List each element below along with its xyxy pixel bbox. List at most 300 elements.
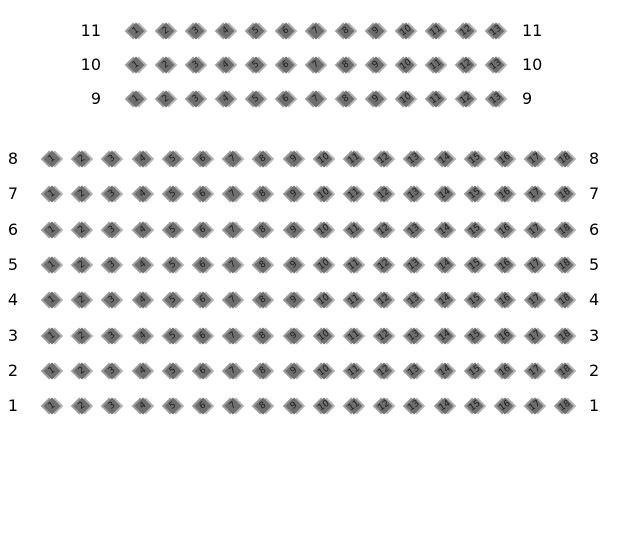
- seat-number: 10: [316, 186, 332, 202]
- seat-button[interactable]: [343, 183, 365, 205]
- seat-number: 3: [107, 294, 118, 306]
- seat-button[interactable]: [313, 395, 335, 417]
- seat-number: 17: [527, 363, 543, 379]
- seat-button[interactable]: [192, 395, 214, 417]
- seat-button[interactable]: [101, 360, 123, 382]
- seat-button[interactable]: [283, 183, 305, 205]
- seat-number: 11: [346, 186, 362, 202]
- seat-button[interactable]: [252, 395, 274, 417]
- seat-button[interactable]: [283, 148, 305, 170]
- seat-button[interactable]: [71, 254, 93, 276]
- seat-number: 9: [288, 329, 299, 342]
- seat-number: 2: [160, 59, 172, 71]
- seat-number: 6: [197, 329, 209, 342]
- seat-button[interactable]: [222, 183, 244, 205]
- seat-button[interactable]: [434, 289, 456, 311]
- seat-button[interactable]: [41, 183, 63, 205]
- seat-button[interactable]: [313, 289, 335, 311]
- seat-button[interactable]: [455, 20, 477, 42]
- seat-number: 13: [488, 23, 504, 39]
- seat-button[interactable]: [185, 54, 207, 76]
- seat-button[interactable]: [252, 360, 274, 382]
- seat-button[interactable]: [245, 54, 267, 76]
- seat-button[interactable]: [494, 219, 516, 241]
- seat-button[interactable]: [434, 148, 456, 170]
- seat-button[interactable]: [464, 254, 486, 276]
- seat-number: 5: [250, 59, 262, 71]
- seat-button[interactable]: [41, 325, 63, 347]
- seat-number: 7: [227, 329, 239, 342]
- seat-button[interactable]: [192, 360, 214, 382]
- seat-button[interactable]: [554, 289, 576, 311]
- seat-number: 13: [488, 91, 504, 107]
- seat-button[interactable]: [395, 54, 417, 76]
- seat-number: 2: [76, 223, 88, 236]
- seat-button[interactable]: [71, 395, 93, 417]
- seat-number: 5: [167, 294, 179, 306]
- seat-button[interactable]: [403, 254, 425, 276]
- seat-button[interactable]: [343, 395, 365, 417]
- seat-number: 17: [527, 328, 543, 343]
- seat-number: 3: [190, 59, 202, 71]
- seat-button[interactable]: [41, 254, 63, 276]
- seat-button[interactable]: [403, 325, 425, 347]
- seat-number: 17: [527, 292, 543, 308]
- seat-button[interactable]: [162, 183, 184, 205]
- seat-button[interactable]: [494, 395, 516, 417]
- seat-button[interactable]: [252, 289, 274, 311]
- seat-button[interactable]: [434, 183, 456, 205]
- seat-button[interactable]: [335, 88, 357, 110]
- seat-button[interactable]: [524, 325, 546, 347]
- seat-button[interactable]: [185, 88, 207, 110]
- seat-button[interactable]: [494, 289, 516, 311]
- seat-number: 18: [557, 292, 573, 308]
- seat-button[interactable]: [485, 54, 507, 76]
- seat-button[interactable]: [215, 88, 237, 110]
- seat-button[interactable]: [305, 20, 327, 42]
- seat-number: 13: [406, 151, 422, 167]
- seat-button[interactable]: [494, 254, 516, 276]
- seat-button[interactable]: [192, 254, 214, 276]
- seat-button[interactable]: [403, 289, 425, 311]
- seat-button[interactable]: [343, 360, 365, 382]
- seat-button[interactable]: [524, 395, 546, 417]
- seat-number: 8: [258, 365, 269, 377]
- seat-button[interactable]: [554, 325, 576, 347]
- seat-number: 15: [467, 328, 483, 343]
- seat-button[interactable]: [425, 54, 447, 76]
- seat-button[interactable]: [554, 183, 576, 205]
- seat-number: 12: [376, 222, 392, 237]
- seat-button[interactable]: [222, 254, 244, 276]
- seat-button[interactable]: [305, 88, 327, 110]
- seat-button[interactable]: [373, 395, 395, 417]
- seat-number: 14: [437, 151, 453, 167]
- seat-button[interactable]: [283, 254, 305, 276]
- seat-number: 17: [527, 151, 543, 167]
- seat-button[interactable]: [132, 183, 154, 205]
- row-label-right: 9: [522, 89, 533, 108]
- seat-button[interactable]: [252, 325, 274, 347]
- seat-button[interactable]: [305, 54, 327, 76]
- seat-button[interactable]: [455, 54, 477, 76]
- row-label-right: 5: [589, 254, 600, 274]
- seat-button[interactable]: [101, 219, 123, 241]
- seat-button[interactable]: [464, 219, 486, 241]
- seat-number: 18: [557, 328, 573, 343]
- seat-button[interactable]: [343, 219, 365, 241]
- seat-number: 15: [467, 292, 483, 308]
- seat-button[interactable]: [132, 148, 154, 170]
- seat-button[interactable]: [101, 325, 123, 347]
- row-label-left: 4: [7, 290, 18, 310]
- seat-button[interactable]: [524, 219, 546, 241]
- seat-number: 10: [398, 57, 414, 73]
- seat-number: 18: [557, 222, 573, 237]
- seat-button[interactable]: [434, 395, 456, 417]
- seat-button[interactable]: [485, 20, 507, 42]
- seat-button[interactable]: [101, 183, 123, 205]
- seat-number: 8: [340, 93, 352, 105]
- seat-button[interactable]: [162, 148, 184, 170]
- seat-button[interactable]: [222, 395, 244, 417]
- seat-button[interactable]: [222, 289, 244, 311]
- seat-button[interactable]: [373, 148, 395, 170]
- seat-button[interactable]: [485, 88, 507, 110]
- seat-number: 1: [46, 400, 58, 412]
- seat-number: 6: [197, 365, 209, 377]
- seat-button[interactable]: [343, 254, 365, 276]
- seat-button[interactable]: [71, 360, 93, 382]
- seat-number: 2: [76, 329, 88, 342]
- seat-button[interactable]: [395, 88, 417, 110]
- seat-button[interactable]: [554, 360, 576, 382]
- seat-number: 10: [398, 23, 414, 39]
- seat-button[interactable]: [192, 289, 214, 311]
- seat-number: 10: [316, 398, 332, 414]
- seat-button[interactable]: [41, 148, 63, 170]
- seat-number: 5: [250, 93, 262, 105]
- seat-button[interactable]: [464, 183, 486, 205]
- seat-button[interactable]: [275, 88, 297, 110]
- seat-button[interactable]: [245, 88, 267, 110]
- seat-button[interactable]: [335, 20, 357, 42]
- seat-button[interactable]: [464, 360, 486, 382]
- seat-button[interactable]: [524, 360, 546, 382]
- seat-number: 11: [346, 328, 362, 343]
- seat-button[interactable]: [554, 254, 576, 276]
- seat-number: 13: [406, 398, 422, 414]
- seat-number: 11: [428, 91, 444, 107]
- seat-button[interactable]: [283, 219, 305, 241]
- row-label-right: 8: [589, 149, 600, 168]
- seat-button[interactable]: [71, 325, 93, 347]
- seat-number: 7: [227, 365, 239, 377]
- seat-number: 7: [310, 59, 322, 71]
- seat-button[interactable]: [222, 360, 244, 382]
- row-label-left: 7: [7, 184, 18, 204]
- seat-button[interactable]: [71, 148, 93, 170]
- seat-button[interactable]: [41, 219, 63, 241]
- seat-button[interactable]: [162, 289, 184, 311]
- row-label-right: 6: [589, 219, 600, 239]
- seat-button[interactable]: [373, 289, 395, 311]
- seat-number: 2: [76, 153, 88, 165]
- seat-button[interactable]: [313, 183, 335, 205]
- seat-button[interactable]: [125, 20, 147, 42]
- seat-number: 14: [437, 398, 453, 414]
- seat-number: 3: [107, 365, 118, 377]
- seat-number: 11: [346, 222, 362, 237]
- seat-button[interactable]: [132, 219, 154, 241]
- seat-number: 5: [167, 400, 179, 412]
- seat-number: 9: [288, 259, 299, 271]
- seat-number: 5: [167, 223, 179, 236]
- seat-button[interactable]: [524, 148, 546, 170]
- seat-button[interactable]: [222, 148, 244, 170]
- seat-button[interactable]: [403, 360, 425, 382]
- seat-number: 12: [458, 91, 474, 107]
- seat-button[interactable]: [434, 360, 456, 382]
- row-label-left: 8: [7, 149, 18, 168]
- seat-button[interactable]: [395, 20, 417, 42]
- seat-button[interactable]: [313, 360, 335, 382]
- seat-button[interactable]: [71, 289, 93, 311]
- seat-number: 5: [250, 25, 262, 37]
- seat-button[interactable]: [373, 219, 395, 241]
- seat-number: 13: [406, 363, 422, 379]
- row-label-left: 9: [90, 89, 101, 108]
- seat-button[interactable]: [313, 148, 335, 170]
- seat-button[interactable]: [222, 219, 244, 241]
- seat-button[interactable]: [343, 289, 365, 311]
- seat-button[interactable]: [283, 325, 305, 347]
- seat-number: 16: [497, 186, 513, 202]
- seat-number: 2: [76, 294, 88, 306]
- seat-button[interactable]: [403, 148, 425, 170]
- seat-number: 6: [197, 259, 209, 271]
- seat-button[interactable]: [434, 325, 456, 347]
- seat-button[interactable]: [403, 183, 425, 205]
- seat-number: 14: [437, 186, 453, 202]
- seat-number: 18: [557, 151, 573, 167]
- seat-button[interactable]: [132, 325, 154, 347]
- seat-number: 4: [137, 223, 148, 236]
- seat-button[interactable]: [524, 289, 546, 311]
- seat-number: 10: [316, 257, 332, 273]
- seat-number: 1: [46, 329, 58, 342]
- seat-button[interactable]: [162, 325, 184, 347]
- seat-number: 10: [316, 363, 332, 379]
- seat-button[interactable]: [494, 183, 516, 205]
- seat-button[interactable]: [252, 148, 274, 170]
- seat-number: 17: [527, 257, 543, 273]
- seat-button[interactable]: [275, 54, 297, 76]
- seat-button[interactable]: [155, 54, 177, 76]
- seat-button[interactable]: [222, 325, 244, 347]
- seat-number: 7: [227, 188, 239, 201]
- seat-number: 8: [340, 25, 352, 37]
- seat-number: 3: [190, 93, 202, 105]
- seat-number: 18: [557, 186, 573, 202]
- seat-button[interactable]: [101, 289, 123, 311]
- seat-button[interactable]: [155, 20, 177, 42]
- seat-button[interactable]: [125, 88, 147, 110]
- seat-button[interactable]: [313, 254, 335, 276]
- seat-button[interactable]: [343, 325, 365, 347]
- seat-number: 6: [197, 223, 209, 236]
- seat-number: 8: [340, 59, 352, 71]
- seat-button[interactable]: [494, 325, 516, 347]
- seat-button[interactable]: [434, 254, 456, 276]
- seat-button[interactable]: [434, 219, 456, 241]
- seat-number: 11: [346, 363, 362, 379]
- seat-number: 9: [288, 365, 299, 377]
- seat-button[interactable]: [125, 54, 147, 76]
- seat-number: 1: [46, 259, 58, 271]
- seat-button[interactable]: [524, 254, 546, 276]
- seat-button[interactable]: [464, 148, 486, 170]
- seat-button[interactable]: [162, 219, 184, 241]
- seat-button[interactable]: [425, 88, 447, 110]
- seat-number: 5: [167, 259, 179, 271]
- seat-button[interactable]: [101, 148, 123, 170]
- seat-button[interactable]: [162, 360, 184, 382]
- row-label-left: 5: [7, 254, 18, 274]
- seat-button[interactable]: [494, 148, 516, 170]
- seat-button[interactable]: [335, 54, 357, 76]
- seat-button[interactable]: [275, 20, 297, 42]
- seat-button[interactable]: [245, 20, 267, 42]
- seat-button[interactable]: [101, 254, 123, 276]
- seat-number: 4: [137, 188, 148, 201]
- row-label-left: 6: [7, 219, 18, 239]
- seat-button[interactable]: [425, 20, 447, 42]
- seat-number: 4: [137, 400, 148, 412]
- seat-number: 3: [190, 25, 202, 37]
- seat-number: 12: [376, 398, 392, 414]
- seat-number: 5: [167, 365, 179, 377]
- seat-number: 5: [167, 188, 179, 201]
- seat-button[interactable]: [283, 360, 305, 382]
- seat-button[interactable]: [185, 20, 207, 42]
- seat-button[interactable]: [192, 148, 214, 170]
- seat-button[interactable]: [162, 254, 184, 276]
- seat-button[interactable]: [132, 395, 154, 417]
- seat-button[interactable]: [41, 360, 63, 382]
- seat-button[interactable]: [313, 325, 335, 347]
- seat-number: 16: [497, 151, 513, 167]
- seat-button[interactable]: [343, 148, 365, 170]
- seat-number: 3: [107, 329, 118, 342]
- seat-button[interactable]: [365, 88, 387, 110]
- seat-button[interactable]: [41, 395, 63, 417]
- seat-button[interactable]: [283, 289, 305, 311]
- seat-number: 10: [316, 151, 332, 167]
- seat-button[interactable]: [132, 254, 154, 276]
- seat-button[interactable]: [101, 395, 123, 417]
- seat-number: 16: [497, 328, 513, 343]
- seat-number: 12: [376, 257, 392, 273]
- seat-number: 7: [227, 153, 239, 165]
- seat-number: 6: [280, 25, 292, 37]
- seat-number: 8: [258, 223, 269, 236]
- seat-button[interactable]: [455, 88, 477, 110]
- seat-number: 18: [557, 363, 573, 379]
- seat-number: 10: [316, 292, 332, 308]
- seat-number: 16: [497, 292, 513, 308]
- seat-button[interactable]: [464, 289, 486, 311]
- seat-button[interactable]: [365, 20, 387, 42]
- seat-number: 12: [376, 328, 392, 343]
- seat-number: 15: [467, 398, 483, 414]
- seat-button[interactable]: [162, 395, 184, 417]
- seat-button[interactable]: [403, 219, 425, 241]
- seat-number: 6: [280, 59, 292, 71]
- seat-button[interactable]: [464, 395, 486, 417]
- seat-button[interactable]: [403, 395, 425, 417]
- seat-button[interactable]: [71, 219, 93, 241]
- seat-button[interactable]: [494, 360, 516, 382]
- seat-number: 7: [310, 93, 322, 105]
- seat-number: 13: [406, 328, 422, 343]
- seat-number: 9: [288, 400, 299, 412]
- seat-button[interactable]: [554, 148, 576, 170]
- seat-number: 18: [557, 257, 573, 273]
- seat-number: 9: [288, 153, 299, 165]
- seat-button[interactable]: [252, 254, 274, 276]
- seat-number: 9: [288, 223, 299, 236]
- seat-button[interactable]: [554, 395, 576, 417]
- seat-button[interactable]: [283, 395, 305, 417]
- seat-button[interactable]: [252, 219, 274, 241]
- seat-button[interactable]: [365, 54, 387, 76]
- seat-button[interactable]: [464, 325, 486, 347]
- seat-button[interactable]: [41, 289, 63, 311]
- seat-number: 6: [197, 153, 209, 165]
- seat-button[interactable]: [554, 219, 576, 241]
- seat-button[interactable]: [71, 183, 93, 205]
- seat-number: 8: [258, 188, 269, 201]
- seat-number: 3: [107, 259, 118, 271]
- seat-button[interactable]: [132, 360, 154, 382]
- seat-button[interactable]: [132, 289, 154, 311]
- seat-button[interactable]: [373, 254, 395, 276]
- seat-number: 10: [398, 91, 414, 107]
- seat-button[interactable]: [215, 54, 237, 76]
- seat-button[interactable]: [524, 183, 546, 205]
- seat-number: 3: [107, 188, 118, 201]
- seat-button[interactable]: [373, 183, 395, 205]
- seat-button[interactable]: [252, 183, 274, 205]
- seat-button[interactable]: [192, 325, 214, 347]
- seat-button[interactable]: [155, 88, 177, 110]
- seat-number: 4: [220, 93, 232, 105]
- seat-button[interactable]: [192, 183, 214, 205]
- seat-button[interactable]: [373, 360, 395, 382]
- seat-number: 14: [437, 292, 453, 308]
- seat-number: 2: [76, 188, 88, 201]
- seat-button[interactable]: [373, 325, 395, 347]
- seat-number: 3: [107, 400, 118, 412]
- seat-number: 15: [467, 186, 483, 202]
- seat-button[interactable]: [313, 219, 335, 241]
- seat-button[interactable]: [215, 20, 237, 42]
- seat-button[interactable]: [192, 219, 214, 241]
- row-label-left: 1: [7, 396, 18, 416]
- seat-number: 2: [76, 365, 88, 377]
